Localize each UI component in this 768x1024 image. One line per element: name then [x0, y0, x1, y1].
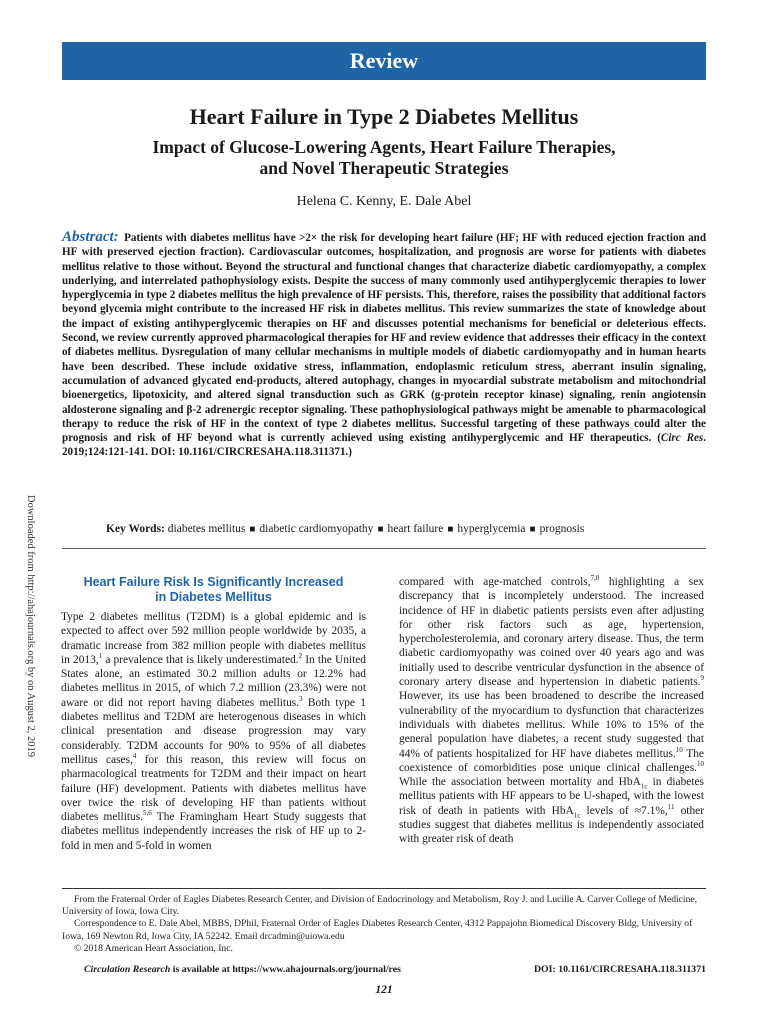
reference-marker[interactable]: 5,6	[143, 809, 152, 818]
keywords	[106, 522, 706, 537]
article-title: Heart Failure in Type 2 Diabetes Mellitus	[189, 104, 579, 129]
footnote-divider	[62, 888, 706, 889]
body-text: other studies suggest that diabetes mellitus is independently associated with greater risk of death	[399, 804, 704, 846]
citation-details: . 2019;124:121-141. DOI: 10.1161/CIRCRESAHA.118.311371.)	[62, 432, 707, 459]
abstract-paragraph	[62, 230, 706, 460]
subtitle-line: Impact of Glucose-Lowering Agents, Heart Failure Therapies,	[152, 137, 616, 157]
keyword: diabetes mellitus	[167, 523, 246, 535]
correspondence-note: Correspondence to E. Dale Abel, MBBS, DPhil, Fraternal Order of Eagles Diabetes Research Center, 4312 Pappajohn Biomedical Discovery Bldg, University of Iowa, 169 Newton Rd, Iowa City, IA 52242. Email drcadmin@uiowa.edu	[62, 918, 693, 942]
reference-marker[interactable]: 3	[299, 694, 303, 703]
body-text: for this reason, this review will focus on pharmacological treatments for T2DM and their impact on heart failure (HF) development. Patients with diabetes mellitus have over twice the risk of developing HF than patients without diabetes mellitus.	[61, 753, 367, 824]
body-text: The coexistence of comorbidities pose unique clinical challenges.	[399, 747, 704, 774]
reference-marker[interactable]: 11	[667, 802, 675, 811]
copyright-note: © 2018 American Heart Association, Inc.	[74, 942, 233, 954]
body-paragraph	[399, 575, 704, 847]
subscript: 1c	[640, 782, 648, 791]
review-banner: Review	[62, 42, 706, 80]
body-text: While the association between mortality and HbA	[399, 776, 641, 789]
body-text: in diabetes mellitus patients with HF appears to be U-shaped, with the lowest risk of death in patients with HbA	[399, 776, 704, 817]
body-paragraph	[61, 610, 366, 853]
article-subtitle	[62, 137, 706, 179]
subtitle-line: and Novel Therapeutic Strategies	[259, 158, 509, 178]
download-notice: Downloaded from http://ahajournals.org by on August 2, 2019	[25, 495, 36, 757]
keyword: hyperglycemia	[457, 523, 526, 535]
affiliation-note: From the Fraternal Order of Eagles Diabetes Research Center, and Division of Endocrinology and Metabolism, Roy J. and Lucille A. Carver College of Medicine, University of Iowa, Iowa City.	[62, 894, 698, 918]
reference-marker[interactable]: 2	[298, 652, 303, 661]
keyword: prognosis	[539, 523, 585, 535]
right-column	[399, 575, 704, 847]
keyword: heart failure	[387, 523, 444, 535]
body-text: highlighting a sex discrepancy that is incompletely understood. The increased incidence of HF in diabetic patients persists even after adjusting for other risk factors such as age, hypertension, hypercholesterolemia, and coronary artery disease. Thus, the term diabetic cardiomyopathy was coined over 40 years ago and was initially used to describe ventricular dysfunction in the absence of coronary artery disease and hypertension in diabetic patients.	[399, 576, 704, 689]
journal-url-text[interactable]: is available at https://www.ahajournals.org/journal/res	[170, 964, 401, 975]
section-heading-line: in Diabetes Mellitus	[155, 590, 272, 604]
keyword-separator: ■	[447, 524, 454, 535]
reference-marker[interactable]: 9	[700, 674, 704, 683]
page-number: 121	[375, 984, 393, 996]
citation-open: (	[657, 432, 661, 445]
footnotes	[62, 894, 706, 955]
journal-availability	[84, 964, 401, 976]
body-text: compared with age-matched controls,	[399, 576, 591, 588]
journal-name: Circulation Research	[84, 964, 171, 975]
section-heading-line: Heart Failure Risk Is Significantly Increased	[83, 575, 344, 589]
reference-marker[interactable]: 1	[98, 652, 103, 661]
keyword-separator: ■	[377, 524, 384, 535]
download-sidebar	[25, 495, 46, 757]
keyword-separator: ■	[249, 524, 256, 535]
reference-marker[interactable]: 7,8	[590, 574, 600, 583]
citation-journal: Circ Res	[660, 432, 704, 445]
article-doi[interactable]: DOI: 10.1161/CIRCRESAHA.118.311371	[533, 964, 706, 975]
author-list: Helena C. Kenny, E. Dale Abel	[296, 194, 472, 209]
body-text: In the United States alone, an estimated 30.2 million adults or 12.2% had diabetes mellitus in 2015, of which 7.2 million (23.3%) were not aware or did not report having diabetes mellitus.	[61, 653, 366, 709]
section-heading	[61, 575, 366, 605]
body-text: Type 2 diabetes mellitus (T2DM) is a global epidemic and is expected to affect over 592 million people worldwide by 2035, a dramatic increase from 382 million people with diabetes mellitus in 2013,	[61, 611, 366, 666]
abstract-text: Patients with diabetes mellitus have >2× the risk for developing heart failure (HF; HF with reduced ejection fraction and HF with preserved ejection fraction). Cardiovascular outcomes, hospitalization, and prognosis are worse for patients with diabetes mellitus relative to those without. Beyond the structural and functional changes that characterize diabetic cardiomyopathy, a complex underlying, and interrelated pathophysiology exists. Despite the success of many commonly used antihyperglycemic therapies to lower hyperglycemia in type 2 diabetes mellitus the high prevalence of HF persists. This, therefore, raises the possibility that additional factors beyond glycemia might contribute to the increased HF risk in diabetes mellitus. This review summarizes the state of knowledge about the impact of existing antihyperglycemic therapies on HF and discusses potential mechanisms for beneficial or deleterious effects. Second, we review currently approved pharmacological therapies for HF and review evidence that addresses their efficacy in the context of diabetes mellitus. Dysregulation of many cellular mechanisms in multiple models of diabetic cardiomyopathy and in human hearts have been described. These include oxidative stress, inflammation, endoplasmic reticulum stress, aberrant insulin signaling, accumulation of advanced glycated end-products, altered autophagy, changes in myocardial substrate metabolism and mitochondrial bioenergetics, lipotoxicity, and altered signal transduction such as GRK (g-protein receptor kinase) signaling, renin angiotensin aldosterone signaling and β-2 adrenergic receptor signaling. These pathophysiological pathways might be amenable to pharmacological therapy to reduce the risk of HF in the context of type 2 diabetes mellitus. Successful targeting of these pathways could alter the prognosis and risk of HF beyond what is currently achieved using existing antihyperglycemic and HF therapeutics.	[62, 232, 706, 445]
subscript: 1c	[573, 811, 581, 820]
body-text: However, its use has been broadened to describe the increased vulnerability of the myocardium to dysfunction that characterizes individuals with diabetes mellitus. While 10% to 15% of the general population have diabetes, a recent study suggested that 44% of patients hospitalized for HF have diabetes mellitus.	[399, 690, 704, 760]
left-column	[61, 575, 366, 853]
keywords-label: Key Words:	[106, 523, 165, 535]
reference-marker[interactable]: 4	[132, 752, 137, 761]
abstract-heading: Abstract:	[62, 229, 119, 245]
body-text: levels of ≈7.1%,	[580, 804, 668, 817]
reference-marker[interactable]: 10	[697, 760, 704, 769]
body-text: a prevalence that is likely underestimated.	[102, 653, 299, 666]
keyword-separator: ■	[529, 524, 536, 535]
keyword: diabetic cardiomyopathy	[259, 523, 374, 535]
keywords-divider	[62, 548, 706, 549]
body-text: The Framingham Heart Study suggests that diabetes mellitus independently increases the risk of HF up to 2-fold in men and 5-fold in women	[61, 811, 366, 852]
abstract	[62, 230, 706, 460]
reference-marker[interactable]: 10	[675, 745, 683, 754]
body-text: Both type 1 diabetes mellitus and T2DM are heterogenous diseases in which clinical presentation and disease progression may vary considerably. T2DM accounts for 90% to 95% of all diabetes mellitus cases,	[61, 696, 366, 766]
